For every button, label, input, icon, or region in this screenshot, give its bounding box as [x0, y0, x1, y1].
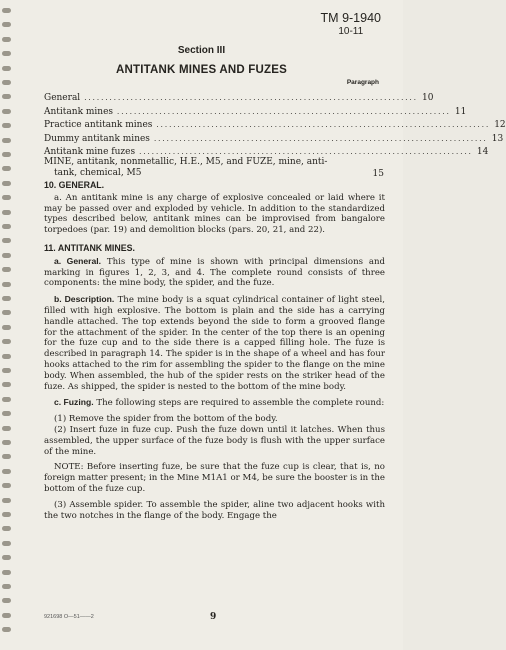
- binding-hole: [2, 512, 11, 517]
- binding-hole: [2, 109, 11, 114]
- toc-label-continued: tank, chemical, M5: [54, 167, 142, 178]
- toc-page: 11: [454, 106, 467, 117]
- toc-label: General: [44, 93, 81, 104]
- paragraph-11b: b. Description. The mine body is a squat cylindrical container of light steel, filled with high explosive. The bottom is plain and the side has a carrying handle attached. The top extends beyond the side to form a grooved flange for the attachment of the spider. In the center of the top there is an opening for the fuze cup and to the side there is a capped filling hole. The fuze is described in paragraph 14. The spider is in the shape of a wheel and has four hooks attached to the rim for assembling the spider to the flange on the mine body. When assembled, the hub of the spider rests on the striker head of the fuze. As shipped, the spider is nested to the bottom of the mine body.: [44, 294, 385, 392]
- binding-hole: [2, 325, 11, 330]
- binding-hole: [2, 296, 11, 301]
- page-footer: [44, 612, 384, 624]
- paragraph-10a: a. An antitank mine is any charge of explosive concealed or laid where it may be passed over and exploded by vehicle. In addition to the standardized types described below, antitank mines can be improvised from bangalore torpedoes (par. 19) and demolition blocks (pars. 20, 21, and 22).: [44, 192, 385, 236]
- binding-hole: [2, 37, 11, 42]
- binding-hole: [2, 382, 11, 387]
- run-in-label: a. General.: [54, 255, 102, 266]
- binding-hole: [2, 598, 11, 603]
- binding-hole: [2, 310, 11, 315]
- binding-hole: [2, 483, 11, 488]
- heading-antitank-mines: 11. ANTITANK MINES.: [44, 242, 135, 253]
- binding-hole: [2, 282, 11, 287]
- binding-hole: [2, 354, 11, 359]
- toc-column-label: Paragraph: [346, 79, 379, 86]
- binding-hole: [2, 368, 11, 373]
- binding-hole: [2, 526, 11, 531]
- toc-page: 13: [491, 133, 504, 144]
- binding-hole: [2, 253, 11, 258]
- binding-hole: [2, 627, 11, 632]
- run-in-label: b. Description.: [54, 294, 115, 305]
- paragraph-range: 10-11: [338, 26, 364, 37]
- binding-hole: [2, 469, 11, 474]
- binding-hole: [2, 8, 11, 13]
- page-number: 9: [210, 612, 217, 622]
- section-label: Section III: [177, 45, 226, 56]
- toc-page: 10: [421, 93, 434, 104]
- binding-hole: [2, 166, 11, 171]
- binding-hole: [2, 397, 11, 402]
- binding-hole: [2, 224, 11, 229]
- binding-hole: [2, 613, 11, 618]
- binding-hole: [2, 181, 11, 186]
- toc-label: Antitank mine fuzes: [44, 146, 136, 157]
- table-of-contents: [44, 90, 506, 179]
- tm-number: TM 9-1940: [320, 11, 381, 25]
- toc-row: General ............................................................................... 10: [44, 93, 434, 104]
- binding-hole: [2, 267, 11, 272]
- binding-hole: [2, 411, 11, 416]
- toc-row: Antitank mine fuzes ............................................................................... 14: [44, 146, 489, 157]
- toc-label: Dummy antitank mines: [44, 133, 150, 144]
- step-2: (2) Insert fuze in fuze cup. Push the fuze down until it latches. When thus assembled, the upper surface of the fuze body is flush with the upper surface of the mine.: [44, 424, 385, 457]
- binding-hole: [2, 123, 11, 128]
- binding-hole: [2, 22, 11, 27]
- toc-page: 12: [494, 120, 506, 131]
- binding-hole: [2, 339, 11, 344]
- toc-row: Practice antitank mines ............................................................................... 12: [44, 120, 506, 131]
- binding-hole: [2, 584, 11, 589]
- binding-hole: [2, 152, 11, 157]
- body-text: [44, 180, 385, 521]
- binding-hole: [2, 195, 11, 200]
- binding-hole: [2, 555, 11, 560]
- toc-label: MINE, antitank, nonmetallic, H.E., M5, and FUZE, mine, anti-: [44, 156, 328, 167]
- paragraph-11a: a. General. This type of mine is shown with principal dimensions and marking in figures 1, 2, 3, and 4. The complete round consists of three components: the mine body, the spider, and the fuze.: [44, 255, 385, 289]
- step-3: (3) Assemble spider. To assemble the spider, aline two adjacent hooks with the two notches in the flange of the body. Engage the: [44, 499, 385, 521]
- binding-holes: [0, 8, 14, 648]
- binding-hole: [2, 94, 11, 99]
- toc-page: 14: [476, 146, 489, 157]
- paragraph-11c: c. Fuzing. The following steps are required to assemble the complete round:: [54, 397, 385, 409]
- step-1: (1) Remove the spider from the bottom of the body.: [54, 414, 278, 425]
- binding-hole: [2, 440, 11, 445]
- toc-page: 15: [372, 168, 384, 179]
- binding-hole: [2, 570, 11, 575]
- binding-hole: [2, 426, 11, 431]
- page-title: ANTITANK MINES AND FUZES: [116, 64, 287, 76]
- binding-hole: [2, 454, 11, 459]
- toc-label: Practice antitank mines: [44, 120, 153, 131]
- toc-row: Dummy antitank mines ............................................................................... 13: [44, 133, 504, 144]
- toc-row: [44, 157, 384, 179]
- binding-hole: [2, 138, 11, 143]
- binding-hole: [2, 80, 11, 85]
- binding-hole: [2, 210, 11, 215]
- run-in-label: c. Fuzing.: [54, 397, 94, 408]
- print-code: 921698 O—51——2: [44, 614, 94, 620]
- toc-row: Antitank mines ............................................................................... 11: [44, 106, 467, 117]
- binding-hole: [2, 238, 11, 243]
- toc-label: Antitank mines: [44, 106, 114, 117]
- binding-hole: [2, 541, 11, 546]
- heading-general: 10. GENERAL.: [44, 180, 105, 190]
- binding-hole: [2, 498, 11, 503]
- note: NOTE: Before inserting fuze, be sure that the fuze cup is clear, that is, no foreign matter present; in the Mine M1A1 or M4, be sure the booster is in the bottom of the fuze cup.: [44, 462, 385, 494]
- page-header: [321, 12, 381, 38]
